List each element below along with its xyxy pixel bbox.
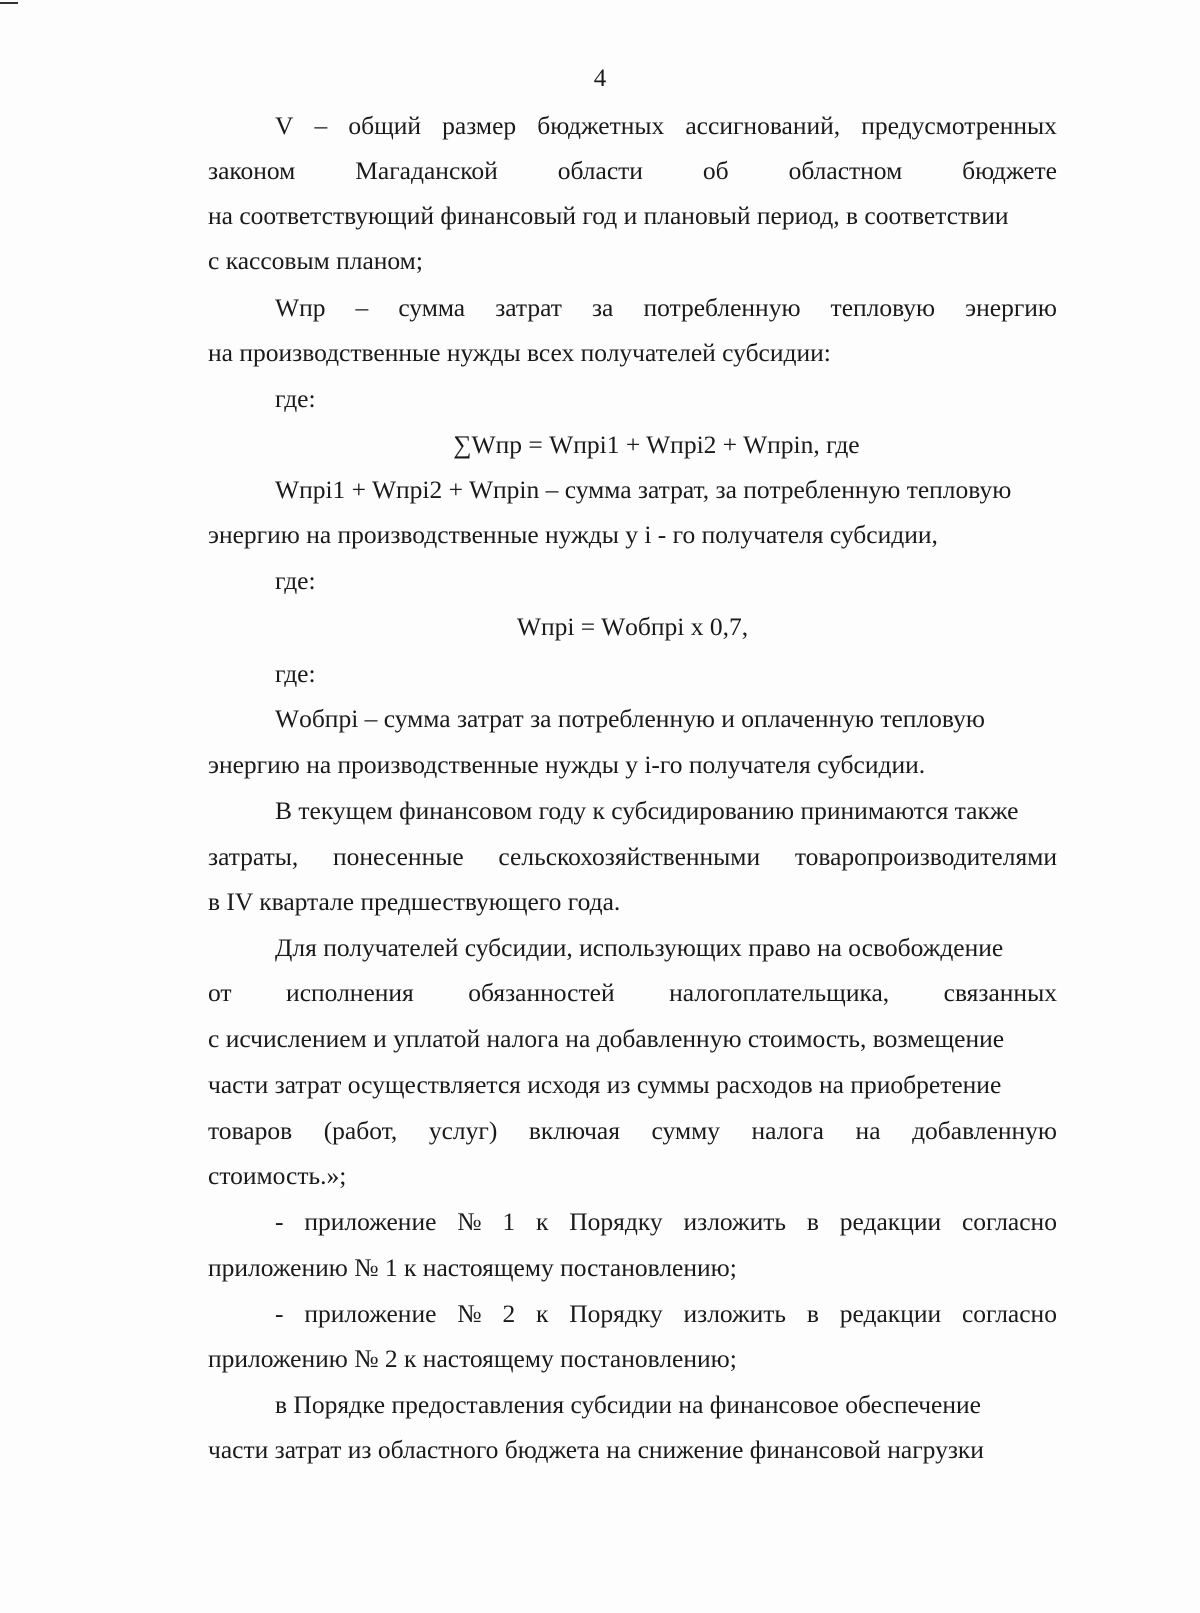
text-line: части затрат осуществляется исходя из суммы расходов на приобретение bbox=[208, 1070, 1002, 1099]
text-line: где: bbox=[275, 384, 316, 413]
text-word: на bbox=[855, 1116, 881, 1145]
text-line: энергию на производственные нужды у i-го получателя субсидии. bbox=[208, 750, 926, 779]
text-word: – bbox=[314, 111, 328, 140]
text-word: ассигнований, bbox=[685, 111, 841, 140]
text-line: в Порядке предоставления субсидии на финансовое обеспечение bbox=[275, 1390, 981, 1419]
text-word: размер bbox=[442, 111, 517, 140]
text-word: V bbox=[275, 111, 294, 140]
text-word: № bbox=[457, 1299, 482, 1328]
text-line: приложению № 2 к настоящему постановлению; bbox=[208, 1344, 737, 1373]
text-word: Wпр bbox=[275, 293, 326, 322]
text-word: - bbox=[275, 1299, 284, 1328]
text-word: редакции bbox=[839, 1207, 942, 1236]
text-word: Магаданской bbox=[355, 156, 498, 185]
text-line: части затрат из областного бюджета на снижение финансовой нагрузки bbox=[208, 1435, 984, 1464]
text-word: за bbox=[591, 293, 614, 322]
text-word: бюджетных bbox=[537, 111, 665, 140]
text-word: № bbox=[457, 1207, 482, 1236]
text-word: затраты, bbox=[208, 842, 299, 871]
text-line: где: bbox=[275, 566, 316, 595]
text-word: согласно bbox=[961, 1207, 1057, 1236]
text-word: энергию bbox=[965, 293, 1057, 322]
text-line: где: bbox=[275, 659, 316, 688]
text-line bbox=[275, 1206, 1057, 1238]
text-line bbox=[208, 841, 1057, 873]
text-line: в IV квартале предшествующего года. bbox=[208, 887, 621, 916]
text-line: на производственные нужды всех получателей субсидии: bbox=[208, 338, 831, 367]
text-word: приложение bbox=[304, 1299, 437, 1328]
text-word: налога bbox=[751, 1116, 824, 1145]
text-word: области bbox=[557, 156, 643, 185]
text-word: в bbox=[806, 1299, 819, 1328]
text-line: приложению № 1 к настоящему постановлению; bbox=[208, 1253, 737, 1282]
text-word: в bbox=[806, 1207, 819, 1236]
text-word: от bbox=[208, 978, 232, 1007]
text-line bbox=[275, 110, 1057, 142]
text-word: исполнения bbox=[286, 978, 414, 1007]
text-word: связанных bbox=[943, 978, 1057, 1007]
text-line: Wпрi1 + Wпрi2 + Wпрin – сумма затрат, за потребленную тепловую bbox=[275, 475, 1012, 504]
text-line: с кассовым планом; bbox=[208, 246, 423, 275]
text-word: к bbox=[536, 1207, 549, 1236]
text-word: понесенные bbox=[332, 842, 464, 871]
text-line: энергию на производственные нужды у i - го получателя субсидии, bbox=[208, 520, 938, 549]
text-word: товаров bbox=[208, 1116, 293, 1145]
text-word: законом bbox=[208, 156, 296, 185]
text-word: сумма bbox=[398, 293, 466, 322]
text-word: изложить bbox=[683, 1207, 787, 1236]
text-word: об bbox=[702, 156, 729, 185]
text-word: общий bbox=[348, 111, 422, 140]
text-word: добавленную bbox=[912, 1116, 1057, 1145]
text-word: приложение bbox=[304, 1207, 437, 1236]
text-word: к bbox=[536, 1299, 549, 1328]
text-word: услуг) bbox=[428, 1116, 498, 1145]
text-word: 1 bbox=[502, 1207, 516, 1236]
text-word: 2 bbox=[502, 1299, 516, 1328]
text-word: затрат bbox=[495, 293, 562, 322]
text-word: налогоплательщика, bbox=[669, 978, 890, 1007]
text-line: В текущем финансовом году к субсидированию принимаются также bbox=[275, 796, 1019, 825]
text-word: редакции bbox=[839, 1299, 942, 1328]
text-word: областном bbox=[788, 156, 903, 185]
text-word: товаропроизводителями bbox=[794, 842, 1057, 871]
text-line bbox=[275, 292, 1057, 324]
text-word: обязанностей bbox=[468, 978, 615, 1007]
text-word: – bbox=[355, 293, 369, 322]
text-word: изложить bbox=[683, 1299, 787, 1328]
text-word: сумму bbox=[651, 1116, 720, 1145]
text-line: Wобпрi – сумма затрат за потребленную и оплаченную тепловую bbox=[275, 704, 985, 733]
text-line: на соответствующий финансовый год и плановый период, в соответствии bbox=[208, 201, 1009, 230]
text-line bbox=[275, 1298, 1057, 1330]
text-word: предусмотренных bbox=[861, 111, 1057, 140]
text-line: Wпрi = Wобпрi х 0,7, bbox=[516, 612, 749, 641]
text-word: бюджете bbox=[962, 156, 1057, 185]
text-word: тепловую bbox=[830, 293, 936, 322]
text-word: - bbox=[275, 1207, 284, 1236]
text-word: включая bbox=[528, 1116, 620, 1145]
text-word: (работ, bbox=[323, 1116, 398, 1145]
text-word: потребленную bbox=[643, 293, 801, 322]
text-word: Порядку bbox=[569, 1207, 663, 1236]
text-line: ∑Wпр = Wпрi1 + Wпрi2 + Wпрin, где bbox=[453, 430, 860, 459]
text-word: сельскохозяйственными bbox=[498, 842, 761, 871]
text-word: согласно bbox=[961, 1299, 1057, 1328]
scan-edge-mark bbox=[0, 2, 18, 4]
text-line bbox=[208, 1115, 1057, 1147]
text-line bbox=[208, 977, 1057, 1009]
text-line bbox=[208, 155, 1057, 187]
text-word: Порядку bbox=[569, 1299, 663, 1328]
page-number: 4 bbox=[593, 65, 607, 92]
text-line: стоимость.»; bbox=[208, 1161, 347, 1190]
text-line: Для получателей субсидии, использующих право на освобождение bbox=[275, 933, 1004, 962]
text-line: с исчислением и уплатой налога на добавленную стоимость, возмещение bbox=[208, 1024, 1005, 1053]
